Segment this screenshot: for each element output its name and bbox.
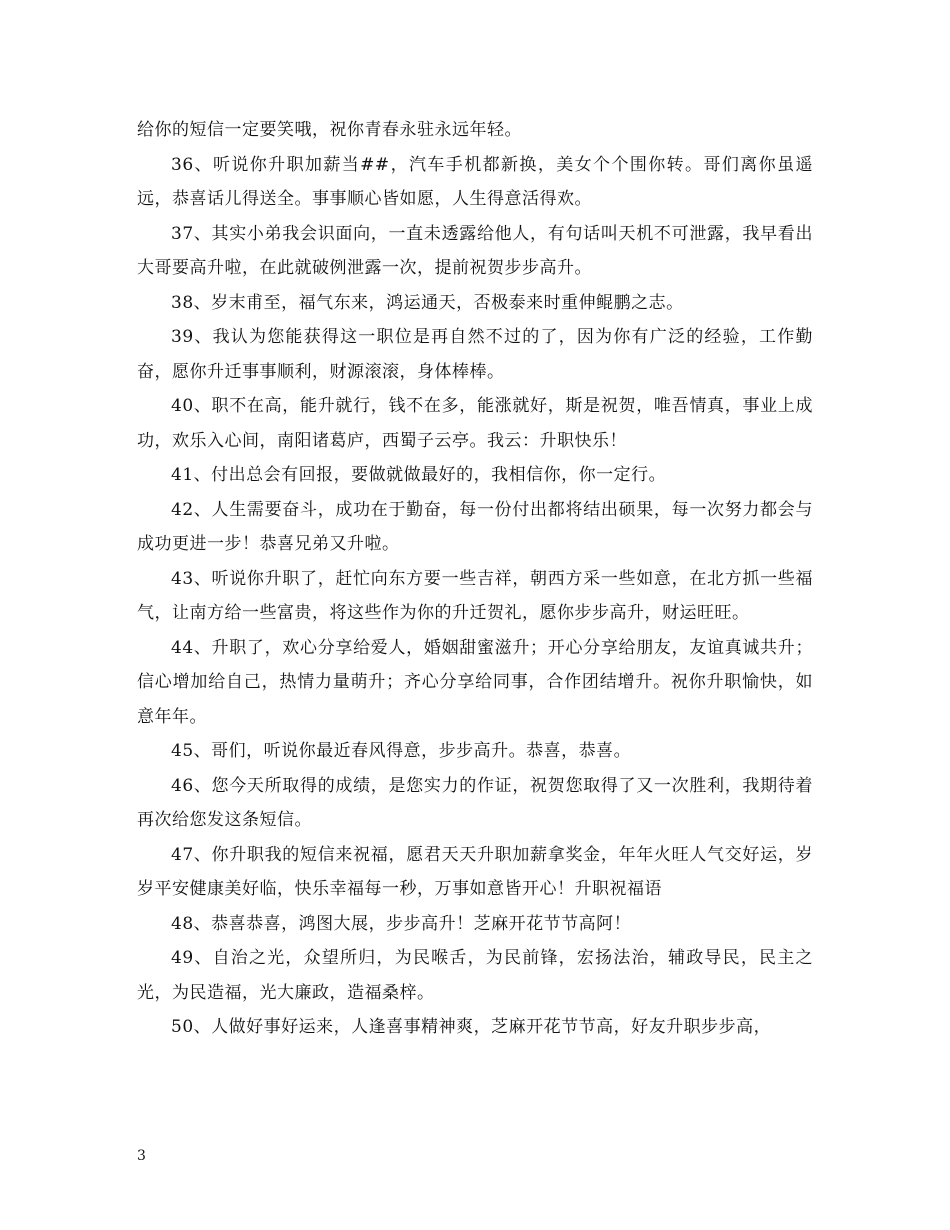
paragraph: 40、职不在高，能升就行，钱不在多，能涨就好，斯是祝贺，唯吾情真，事业上成功，欢乐入心间，南阳诸葛庐，西蜀子云亭。我云：升职快乐！ [137,396,813,451]
paragraph: 43、听说你升职了，赶忙向东方要一些吉祥，朝西方采一些如意，在北方抓一些福气，让南方给一些富贵，将这些作为你的升迁贺礼，愿你步步高升，财运旺旺。 [137,568,813,623]
paragraph: 49、自治之光，众望所归，为民喉舌，为民前锋，宏扬法治，辅政导民，民主之光，为民造福，光大廉政，造福桑梓。 [137,948,813,1003]
paragraph: 38、岁末甫至，福气东来，鸿运通天，否极泰来时重伸鲲鹏之志。 [171,292,684,313]
paragraph: 48、恭喜恭喜，鸿图大展，步步高升！芝麻开花节节高阿！ [171,913,632,934]
paragraph: 45、哥们，听说你最近春风得意，步步高升。恭喜，恭喜。 [171,741,632,761]
page-number: 3 [137,1148,146,1164]
paragraph: 给你的短信一定要笑哦，祝你青春永驻永远年轻。 [137,120,522,140]
paragraph: 37、其实小弟我会识面向，一直未透露给他人，有句话叫天机不可泄露，我早看出大哥要高升啦，在此就破例泄露一次，提前祝贺步步高升。 [137,223,813,278]
document-body [137,113,813,1045]
paragraph: 46、您今天所取得的成绩，是您实力的作证，祝贺您取得了又一次胜利，我期待着再次给您发这条短信。 [137,775,813,830]
paragraph: 50、人做好事好运来，人逢喜事精神爽，芝麻开花节节高，好友升职步步高， [171,1017,772,1037]
paragraph: 44、升职了，欢心分享给爱人，婚姻甜蜜滋升；开心分享给朋友，友谊真诚共升；信心增加给自己，热情力量萌升；齐心分享给同事，合作团结增升。祝你升职愉快，如意年年。 [137,637,813,727]
paragraph: 41、付出总会有回报，要做就做最好的，我相信你，你一定行。 [171,465,667,485]
paragraph: 42、人生需要奋斗，成功在于勤奋，每一份付出都将结出硕果，每一次努力都会与成功更进一步！恭喜兄弟又升啦。 [137,499,813,554]
paragraph: 36、听说你升职加薪当##，汽车手机都新换，美女个个围你转。哥们离你虽遥远，恭喜话儿得送全。事事顺心皆如愿，人生得意活得欢。 [137,154,813,209]
paragraph: 47、你升职我的短信来祝福，愿君天天升职加薪拿奖金，年年火旺人气交好运，岁岁平安健康美好临，快乐幸福每一秒，万事如意皆开心！升职祝福语 [137,844,813,899]
paragraph: 39、我认为您能获得这一职位是再自然不过的了，因为你有广泛的经验，工作勤奋，愿你升迁事事顺利，财源滚滚，身体棒棒。 [137,327,813,382]
